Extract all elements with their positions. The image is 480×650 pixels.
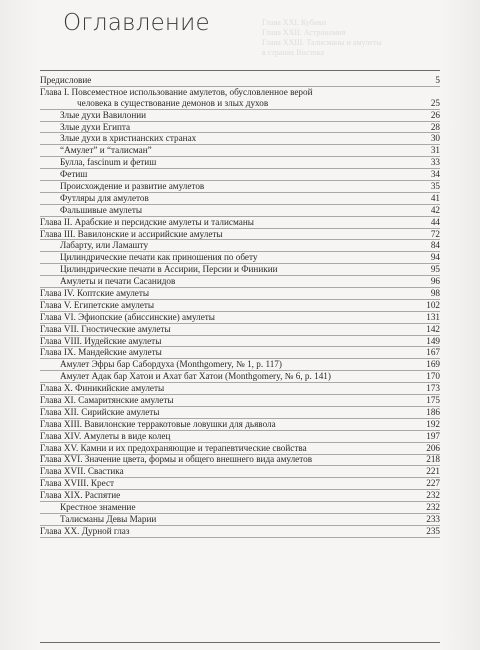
- toc-entry-page: 72: [430, 228, 440, 239]
- toc-chapter-entry[interactable]: [40, 324, 440, 336]
- toc-entry-page: 131: [426, 311, 440, 322]
- toc-entry-title: Злые духи Египта: [60, 121, 131, 132]
- toc-entry-page: 84: [430, 240, 440, 251]
- toc-chapter-entry[interactable]: [40, 466, 440, 478]
- toc-entry-title: Происхождение и развитие амулетов: [60, 181, 205, 191]
- toc-entry-title: Футляры для амулетов: [60, 192, 149, 203]
- toc-entry-title: Глава XIV. Амулеты в виде колец: [40, 430, 171, 441]
- ghost-line: Глава XXII. Астрономия: [262, 28, 346, 37]
- toc-entry-title: Глава VIII. Иудейские амулеты: [40, 335, 162, 346]
- toc-entry-title: Глава XIII. Вавилонские терракотовые ловушки для дьявола: [40, 418, 276, 429]
- ghost-line: Глава XXI. Кубики: [262, 18, 327, 27]
- page-title: Оглавление: [63, 10, 210, 36]
- toc-entry-title: Крестное знамение: [60, 502, 136, 513]
- toc-entry-title: Глава II. Арабские и персидские амулеты и талисманы: [40, 216, 254, 227]
- toc-subsection-entry[interactable]: [40, 169, 440, 181]
- table-of-contents: [40, 75, 440, 538]
- toc-entry-page: 34: [430, 169, 440, 180]
- toc-entry-page: 169: [426, 359, 440, 370]
- toc-entry-title: Цилиндрические печати в Ассирии, Персии и Финикии: [60, 264, 278, 275]
- toc-chapter-entry[interactable]: [40, 217, 440, 229]
- toc-subsection-entry[interactable]: [40, 514, 440, 526]
- toc-chapter-entry[interactable]: [40, 526, 440, 538]
- toc-entry-title: Фетиш: [60, 169, 88, 180]
- toc-chapter-entry[interactable]: [40, 75, 440, 87]
- toc-entry-page: 25: [430, 97, 440, 108]
- toc-subsection-entry[interactable]: [40, 145, 440, 157]
- toc-chapter-entry[interactable]: [40, 407, 440, 419]
- toc-subsection-entry[interactable]: [40, 98, 440, 110]
- toc-entry-page: 35: [430, 181, 440, 191]
- toc-entry-title: Глава XVII. Свастика: [40, 466, 124, 477]
- toc-entry-title: Цилиндрические печати как приношения по обету: [60, 252, 258, 263]
- toc-chapter-entry[interactable]: [40, 443, 440, 455]
- toc-entry-title: Глава IX. Мандейские амулеты: [40, 347, 162, 358]
- toc-entry-page: 44: [430, 216, 440, 227]
- toc-entry-title: человека в существование демонов и злых духов: [77, 97, 269, 108]
- toc-chapter-entry[interactable]: [40, 312, 440, 324]
- toc-entry-page: 232: [426, 490, 440, 501]
- toc-entry-title: Амулет Адак бар Хатои и Ахат бат Хатои (Monthgomery, № 6, p. 141): [60, 371, 331, 382]
- toc-chapter-entry[interactable]: [40, 229, 440, 241]
- toc-entry-title: Глава VII. Гностические амулеты: [40, 323, 171, 334]
- toc-subsection-entry[interactable]: [40, 264, 440, 276]
- toc-entry-page: 149: [426, 335, 440, 346]
- toc-entry-page: 218: [426, 454, 440, 465]
- toc-entry-title: Злые духи в христианских странах: [60, 133, 197, 144]
- toc-entry-page: 170: [426, 371, 440, 382]
- bleed-through-text: [262, 18, 462, 58]
- toc-entry-page: 95: [430, 264, 440, 275]
- toc-entry-page: 28: [430, 121, 440, 132]
- toc-entry-page: 206: [426, 442, 440, 453]
- toc-entry-title: Фальшивые амулеты: [60, 204, 143, 215]
- toc-subsection-entry[interactable]: [40, 133, 440, 145]
- toc-subsection-entry[interactable]: [40, 205, 440, 217]
- toc-subsection-entry[interactable]: [40, 193, 440, 205]
- toc-entry-title: Глава I. Повсеместное использование амулетов, обусловленное верой: [40, 86, 313, 97]
- toc-chapter-entry[interactable]: [40, 383, 440, 395]
- bottom-rule: [40, 642, 440, 643]
- toc-entry-title: Глава XV. Камни и их предохраняющие и терапевтические свойства: [40, 442, 307, 453]
- toc-entry-page: 42: [430, 204, 440, 215]
- toc-entry-page: 175: [426, 395, 440, 406]
- toc-entry-title: “Амулет” и “талисман”: [60, 145, 152, 156]
- toc-chapter-entry[interactable]: [40, 336, 440, 348]
- toc-chapter-entry[interactable]: [40, 490, 440, 502]
- toc-chapter-entry[interactable]: [40, 87, 440, 98]
- toc-chapter-entry[interactable]: [40, 288, 440, 300]
- ghost-line: Глава XXIII. Талисманы и амулеты: [262, 38, 382, 47]
- toc-subsection-entry[interactable]: [40, 110, 440, 122]
- toc-entry-title: Глава XII. Сирийские амулеты: [40, 406, 160, 417]
- top-rule: [40, 70, 440, 71]
- toc-chapter-entry[interactable]: [40, 478, 440, 490]
- toc-entry-page: 233: [426, 513, 440, 524]
- toc-subsection-entry[interactable]: [40, 252, 440, 264]
- toc-entry-title: Глава XI. Самаритянские амулеты: [40, 395, 174, 406]
- toc-entry-title: Лабарту, или Ламашту: [60, 240, 149, 251]
- toc-entry-title: Амулет Эфры бар Сабордуха (Monthgomery, № 1, p. 117): [60, 359, 282, 370]
- toc-entry-title: Предисловие: [40, 74, 92, 85]
- toc-entry-title: Глава XX. Дурной глаз: [40, 525, 130, 536]
- toc-subsection-entry[interactable]: [40, 359, 440, 371]
- toc-entry-title: Булла, fascinum и фетиш: [60, 157, 157, 168]
- toc-entry-page: 41: [430, 192, 440, 203]
- toc-entry-page: 173: [426, 383, 440, 394]
- toc-subsection-entry[interactable]: [40, 181, 440, 193]
- toc-entry-title: Злые духи Вавилонии: [60, 109, 147, 120]
- toc-chapter-entry[interactable]: [40, 347, 440, 359]
- toc-entry-page: 96: [430, 276, 440, 287]
- toc-entry-page: 232: [426, 502, 440, 513]
- toc-subsection-entry[interactable]: [40, 157, 440, 169]
- toc-entry-title: Глава XVIII. Крест: [40, 478, 115, 489]
- toc-entry-title: Глава III. Вавилонские и ассирийские амулеты: [40, 228, 223, 239]
- ghost-line: в странах Востока: [262, 48, 325, 57]
- toc-entry-title: Глава V. Египетские амулеты: [40, 299, 155, 310]
- toc-chapter-entry[interactable]: [40, 419, 440, 431]
- toc-entry-page: 167: [426, 347, 440, 358]
- toc-entry-page: 102: [426, 299, 440, 310]
- toc-entry-title: Глава XVI. Значение цвета, формы и общего внешнего вида амулетов: [40, 454, 313, 465]
- toc-chapter-entry[interactable]: [40, 395, 440, 407]
- toc-entry-page: 26: [430, 109, 440, 120]
- toc-entry-page: 197: [426, 430, 440, 441]
- toc-entry-title: Глава X. Финикийские амулеты: [40, 383, 165, 394]
- toc-subsection-entry[interactable]: [40, 122, 440, 134]
- toc-entry-page: 227: [426, 478, 440, 489]
- toc-entry-page: 33: [430, 157, 440, 168]
- toc-entry-page: 142: [426, 323, 440, 334]
- toc-entry-title: Амулеты и печати Сасанидов: [60, 276, 176, 287]
- toc-entry-page: 192: [426, 418, 440, 429]
- toc-entry-page: 221: [426, 466, 440, 477]
- toc-entry-title: Глава XIX. Распятие: [40, 490, 121, 501]
- toc-entry-title: Талисманы Девы Марии: [60, 513, 157, 524]
- toc-chapter-entry[interactable]: [40, 300, 440, 312]
- toc-entry-title: Глава VI. Эфиопские (абиссинские) амулеты: [40, 311, 215, 322]
- toc-entry-page: 31: [430, 145, 440, 156]
- toc-entry-page: 186: [426, 406, 440, 417]
- toc-subsection-entry[interactable]: [40, 502, 440, 514]
- toc-subsection-entry[interactable]: [40, 371, 440, 383]
- toc-entry-page: 30: [430, 133, 440, 144]
- toc-chapter-entry[interactable]: [40, 431, 440, 443]
- toc-entry-page: 98: [430, 288, 440, 299]
- toc-entry-title: Глава IV. Коптские амулеты: [40, 288, 150, 299]
- toc-chapter-entry[interactable]: [40, 455, 440, 467]
- toc-subsection-entry[interactable]: [40, 276, 440, 288]
- toc-entry-page: 235: [426, 525, 440, 536]
- toc-entry-page: 94: [430, 252, 440, 263]
- toc-entry-page: 5: [435, 74, 440, 85]
- toc-subsection-entry[interactable]: [40, 240, 440, 252]
